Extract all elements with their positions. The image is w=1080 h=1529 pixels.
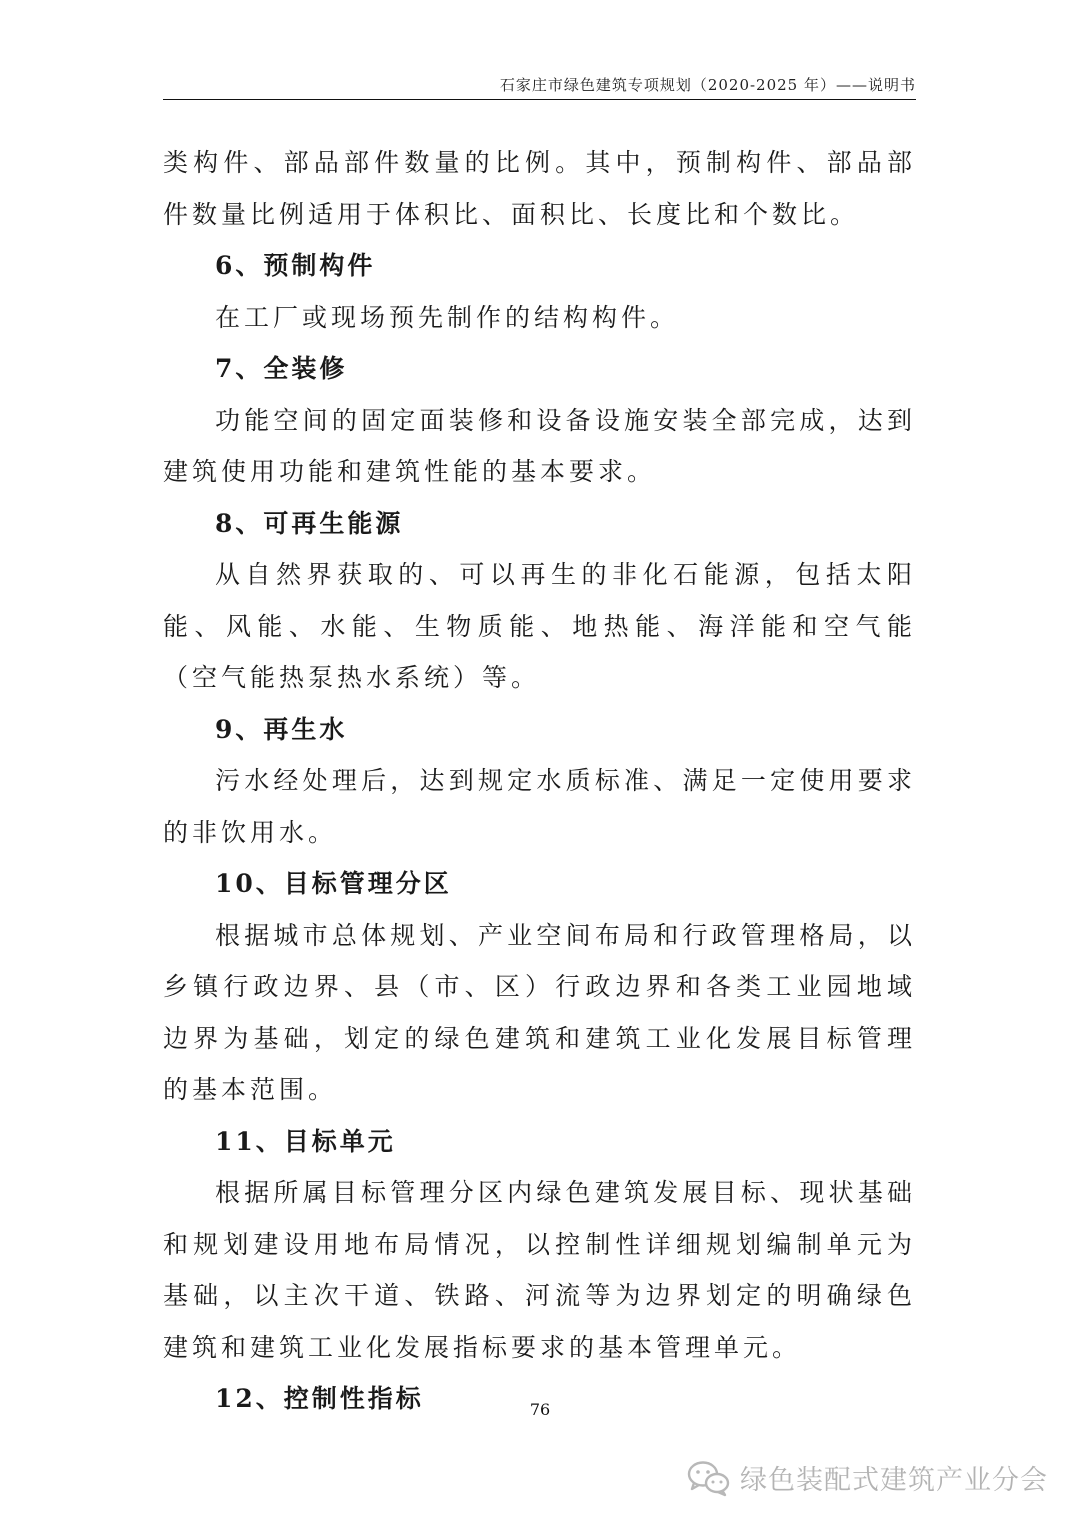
wechat-icon <box>686 1459 730 1497</box>
paragraph-full-decoration: 功能空间的固定面装修和设备设施安装全部完成，达到建筑使用功能和建筑性能的基本要求。 <box>163 405 916 486</box>
paragraph-renewable-energy: 从自然界获取的、可以再生的非化石能源，包括太阳能、风能、水能、生物质能、地热能、海洋能和空气能（空气能热泵热水系统）等。 <box>163 560 916 692</box>
section-heading-target-unit: 11、目标单元 <box>215 1126 396 1156</box>
watermark-text: 绿色装配式建筑产业分会 <box>740 1465 1048 1496</box>
paragraph-prefab-component: 在工厂或现场预先制作的结构构件。 <box>215 302 680 332</box>
paragraph-reclaimed-water: 污水经处理后，达到规定水质标准、满足一定使用要求的非饮用水。 <box>163 766 916 847</box>
document-header-title: 石家庄市绿色建筑专项规划（2020-2025 年）——说明书 <box>499 76 916 94</box>
wechat-watermark <box>686 1458 1048 1497</box>
section-heading-reclaimed-water: 9、再生水 <box>215 714 348 744</box>
paragraph-target-unit: 根据所属目标管理分区内绿色建筑发展目标、现状基础和规划建设用地布局情况，以控制性详细规划编制单元为基础，以主次干道、铁路、河流等为边界划定的明确绿色建筑和建筑工业化发展指标要求的基本管理单元。 <box>163 1178 916 1362</box>
page-number: 76 <box>529 1400 551 1419</box>
document-body <box>163 137 916 1425</box>
paragraph-ratio-continuation: 类构件、部品部件数量的比例。其中，预制构件、部品部件数量比例适用于体积比、面积比、长度比和个数比。 <box>163 148 916 229</box>
section-heading-control-indicator: 12、控制性指标 <box>215 1384 424 1413</box>
section-heading-prefab-component: 6、预制构件 <box>215 251 376 280</box>
paragraph-target-zone: 根据城市总体规划、产业空间布局和行政管理格局，以乡镇行政边界、县（市、区）行政边界和各类工业园地域边界为基础，划定的绿色建筑和建筑工业化发展目标管理的基本范围。 <box>163 920 916 1104</box>
header-divider <box>163 99 916 100</box>
section-heading-full-decoration: 7、全装修 <box>215 354 348 383</box>
section-heading-target-zone: 10、目标管理分区 <box>215 869 452 898</box>
section-heading-renewable-energy: 8、可再生能源 <box>215 508 404 538</box>
